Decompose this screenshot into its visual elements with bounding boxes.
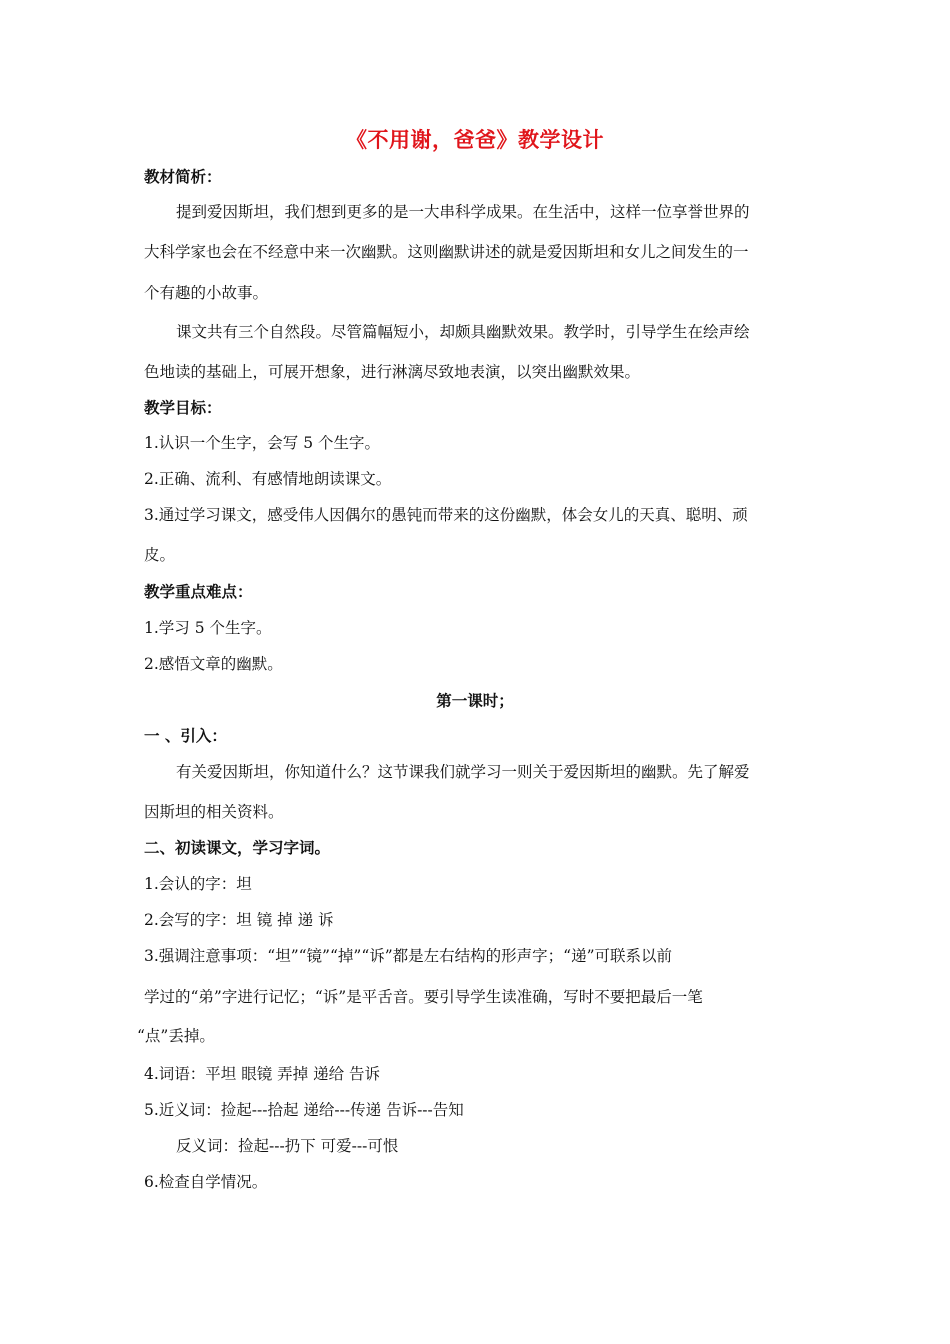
heading-material-analysis: 教材简析： [144,168,222,186]
list-item: 2.正确、流利、有感情地朗读课文。 [144,470,392,488]
document-title: 《不用谢，爸爸》教学设计 [346,128,604,152]
paragraph-line: 色地读的基础上，可展开想象，进行淋漓尽致地表演，以突出幽默效果。 [144,363,641,381]
list-item: 1.认识一个生字，会写 5 个生字。 [144,434,381,452]
paragraph-line: 因斯坦的相关资料。 [144,803,284,821]
list-item: 1.学习 5 个生字。 [144,619,272,637]
list-item: 学过的“弟”字进行记忆；“诉”是平舌音。要引导学生读准确，写时不要把最后一笔 [144,988,703,1006]
list-item: 6.检查自学情况。 [144,1173,268,1191]
list-item: “点”丢掉。 [137,1027,215,1045]
heading-introduction: 一 、引入： [144,727,227,745]
lesson-heading: 第一课时； [436,692,514,710]
list-item: 2.感悟文章的幽默。 [144,655,283,673]
list-item: 3.通过学习课文，感受伟人因偶尔的愚钝而带来的这份幽默，体会女儿的天真、聪明、顽 [144,506,748,524]
paragraph-line: 有关爱因斯坦，你知道什么？这节课我们就学习一则关于爱因斯坦的幽默。先了解爱 [176,763,750,781]
heading-first-reading: 二、初读课文，学习字词。 [144,839,331,857]
paragraph-line: 课文共有三个自然段。尽管篇幅短小，却颇具幽默效果。教学时，引导学生在绘声绘 [176,323,750,341]
list-item: 2.会写的字：坦 镜 掉 递 诉 [144,911,334,929]
heading-key-points: 教学重点难点： [144,583,253,601]
list-item: 3.强调注意事项：“坦”“镜”“掉”“诉”都是左右结构的形声字；“递”可联系以前 [144,947,673,965]
list-item: 反义词：捡起---扔下 可爱---可恨 [176,1137,399,1155]
list-item: 4.词语：平坦 眼镜 弄掉 递给 告诉 [144,1065,380,1083]
paragraph-line: 提到爱因斯坦，我们想到更多的是一大串科学成果。在生活中，这样一位享誉世界的 [176,203,750,221]
list-item: 1.会认的字：坦 [144,875,252,893]
paragraph-line: 个有趣的小故事。 [144,284,269,302]
list-item: 皮。 [144,546,176,564]
paragraph-line: 大科学家也会在不经意中来一次幽默。这则幽默讲述的就是爱因斯坦和女儿之间发生的一 [144,243,749,261]
heading-teaching-goals: 教学目标： [144,399,222,417]
list-item: 5.近义词：捡起---拾起 递给---传递 告诉---告知 [144,1101,464,1119]
